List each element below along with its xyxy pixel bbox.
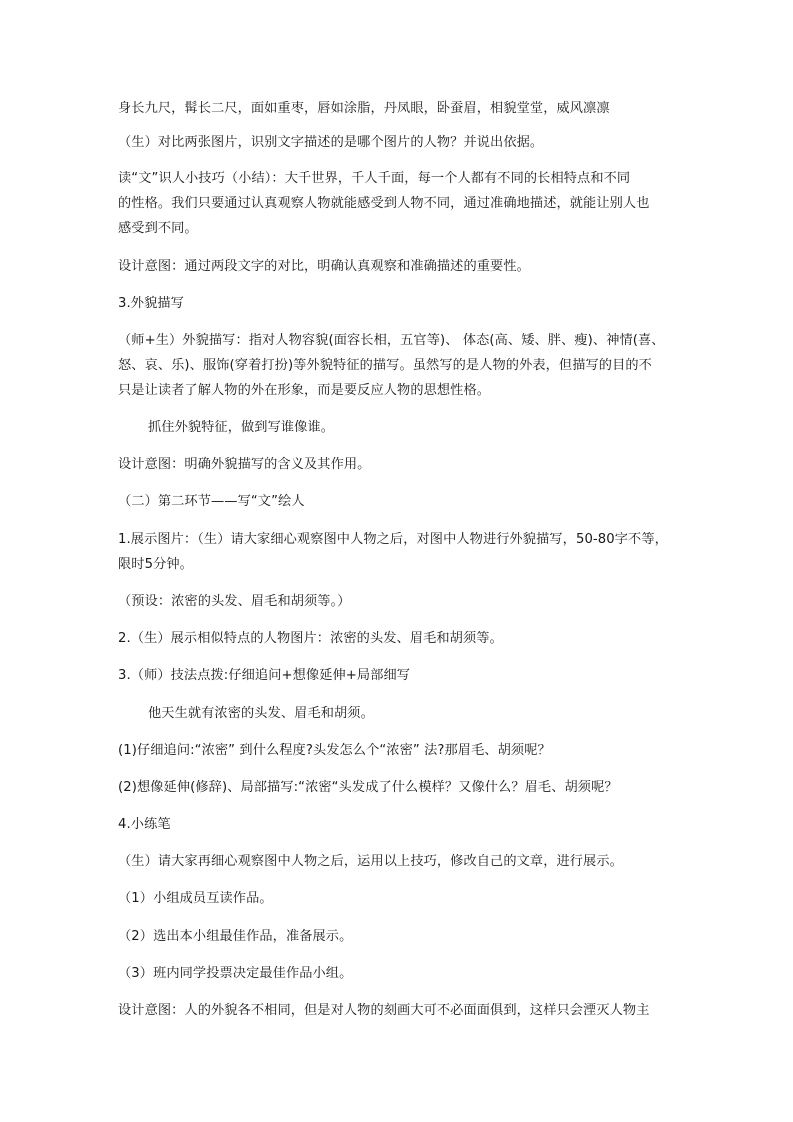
text-line: 2.（生）展示相似特点的人物图片：浓密的头发、眉毛和胡须等。 [118, 631, 503, 646]
text-line: 读“文”识人小技巧（小结）：大千世界，千人千面，每一个人都有不同的长相特点和不同 [118, 171, 631, 186]
text-line: （生）对比两张图片，识别文字描述的是哪个图片的人物？并说出依据。 [118, 135, 544, 150]
section-heading: 3.外貌描写 [118, 296, 184, 311]
text-line: （师+生）外貌描写：指对人物容貌(面容长相，五官等)、 体态(高、矮、胖、瘦)、神情(喜、 [118, 333, 665, 348]
section-heading: （二）第二环节——写“文”绘人 [118, 494, 305, 509]
text-line: 身长九尺，髯长二尺，面如重枣，唇如涂脂，丹凤眼，卧蚕眉，相貌堂堂，威风凛凛 [118, 101, 610, 116]
section-heading: 4.小练笔 [118, 817, 171, 832]
text-line: (1)仔细追问:“浓密” 到什么程度?头发怎么个“浓密” 法?那眉毛、胡须呢？ [118, 743, 551, 758]
list-item: （1）小组成员互读作品。 [118, 891, 273, 906]
text-line: 设计意图：通过两段文字的对比，明确认真观察和准确描述的重要性。 [118, 259, 530, 274]
text-line: （预设：浓密的头发、眉毛和胡须等。） [118, 594, 351, 609]
text-line: 3.（师）技法点拨:仔细追问+想像延伸+局部细写 [118, 668, 411, 683]
list-item: （2）选出本小组最佳作品，准备展示。 [118, 929, 353, 944]
text-line: 抓住外貌特征，做到写谁像谁。 [148, 420, 335, 435]
text-line: 设计意图：人的外貌各不相同，但是对人物的刻画大可不必面面俱到，这样只会湮灭人物主 [118, 1003, 650, 1018]
text-line: 设计意图：明确外貌描写的含义及其作用。 [118, 457, 371, 472]
text-line: 怒、哀、乐)、服饰(穿着打扮)等外貌特征的描写。虽然写的是人物的外表，但描写的目的不 [118, 358, 652, 373]
text-line: 1.展示图片：（生）请大家细心观察图中人物之后，对图中人物进行外貌描写，50-80字不等， [118, 532, 668, 547]
text-line: (2)想像延伸(修辞)、局部描写:“浓密“头发成了什么模样？又像什么？眉毛、胡须呢？ [118, 780, 618, 795]
text-line: 感受到不同。 [118, 221, 198, 236]
text-line: 的性格。我们只要通过认真观察人物就能感受到人物不同，通过准确地描述，就能让别人也 [118, 196, 650, 211]
text-line: 限时5分钟。 [118, 557, 193, 572]
text-line: 他天生就有浓密的头发、眉毛和胡须。 [148, 706, 374, 721]
text-line: 只是让读者了解人物的外在形象，而是要反应人物的思想性格。 [118, 383, 491, 398]
text-line: （生）请大家再细心观察图中人物之后，运用以上技巧，修改自己的文章，进行展示。 [118, 854, 623, 869]
list-item: （3）班内同学投票决定最佳作品小组。 [118, 966, 353, 981]
